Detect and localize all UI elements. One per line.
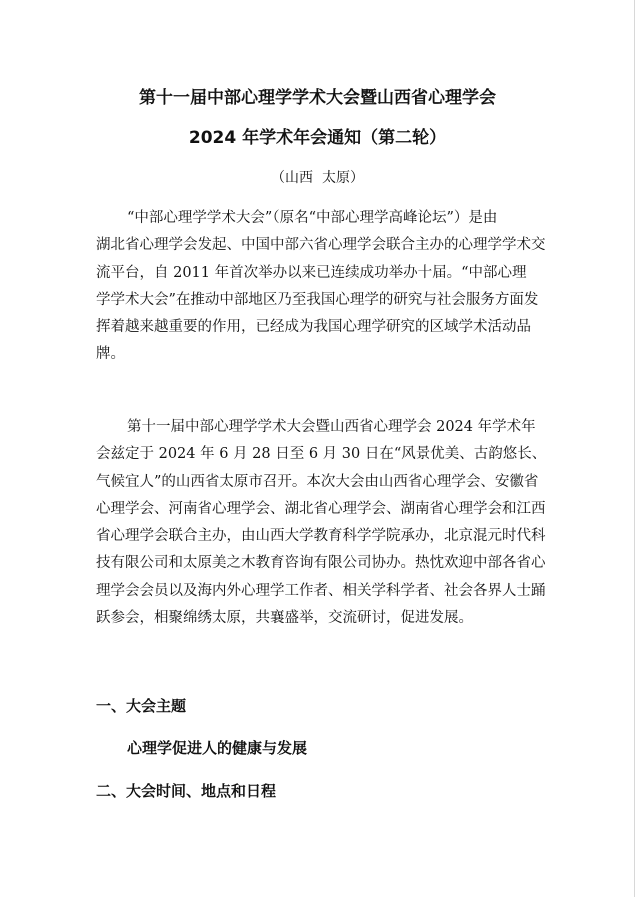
paragraph-line: 挥着越来越重要的作用，已经成为我国心理学研究的区域学术活动品 <box>96 319 531 336</box>
document-title-line-2: 2024 年学术年会通知（第二轮） <box>188 128 447 148</box>
conference-theme: 心理学促进人的健康与发展 <box>127 739 308 757</box>
paragraph-line: 省心理学会联合主办，由山西大学教育科学学院承办，北京混元时代科 <box>96 528 546 545</box>
paragraph-line: 湖北省心理学会发起、中国中部六省心理学会联合主办的心理学学术交 <box>96 237 546 254</box>
location-subtitle: （山西 太原） <box>271 170 364 186</box>
intro-paragraph <box>96 205 554 369</box>
paragraph-line: 会兹定于 2024 年 6 月 28 日至 6 月 30 日在“风景优美、古韵悠长、 <box>96 446 547 463</box>
document-title-line-1: 第十一届中部心理学学术大会暨山西省心理学会 <box>139 88 496 108</box>
section-heading-theme: 一、大会主题 <box>96 697 187 715</box>
conference-details-paragraph <box>96 414 554 632</box>
section-heading-schedule: 二、大会时间、地点和日程 <box>96 782 277 800</box>
paragraph-line: 学学术大会”在推动中部地区乃至我国心理学的研究与社会服务方面发 <box>96 291 539 308</box>
paragraph-line: 气候宜人”的山西省太原市召开。本次大会由山西省心理学会、安徽省 <box>96 473 539 490</box>
paragraph-line: “中部心理学学术大会”（原名“中部心理学高峰论坛”）是由 <box>127 210 498 226</box>
paragraph-line: 牌。 <box>96 346 125 363</box>
paragraph-line: 技有限公司和太原美之木教育咨询有限公司协办。热忱欢迎中部各省心 <box>96 555 546 572</box>
paragraph-line: 跃参会，相聚绵绣太原，共襄盛举，交流研讨，促进发展。 <box>96 610 473 627</box>
paragraph-line: 理学会会员以及海内外心理学工作者、相关学科学者、社会各界人士踊 <box>96 582 546 599</box>
paragraph-line: 心理学会、河南省心理学会、湖北省心理学会、湖南省心理学会和江西 <box>96 500 546 517</box>
paragraph-line: 第十一届中部心理学学术大会暨山西省心理学会 2024 年学术年 <box>127 419 536 435</box>
paragraph-line: 流平台，自 2011 年首次举办以来已连续成功举办十届。“中部心理 <box>96 264 527 281</box>
